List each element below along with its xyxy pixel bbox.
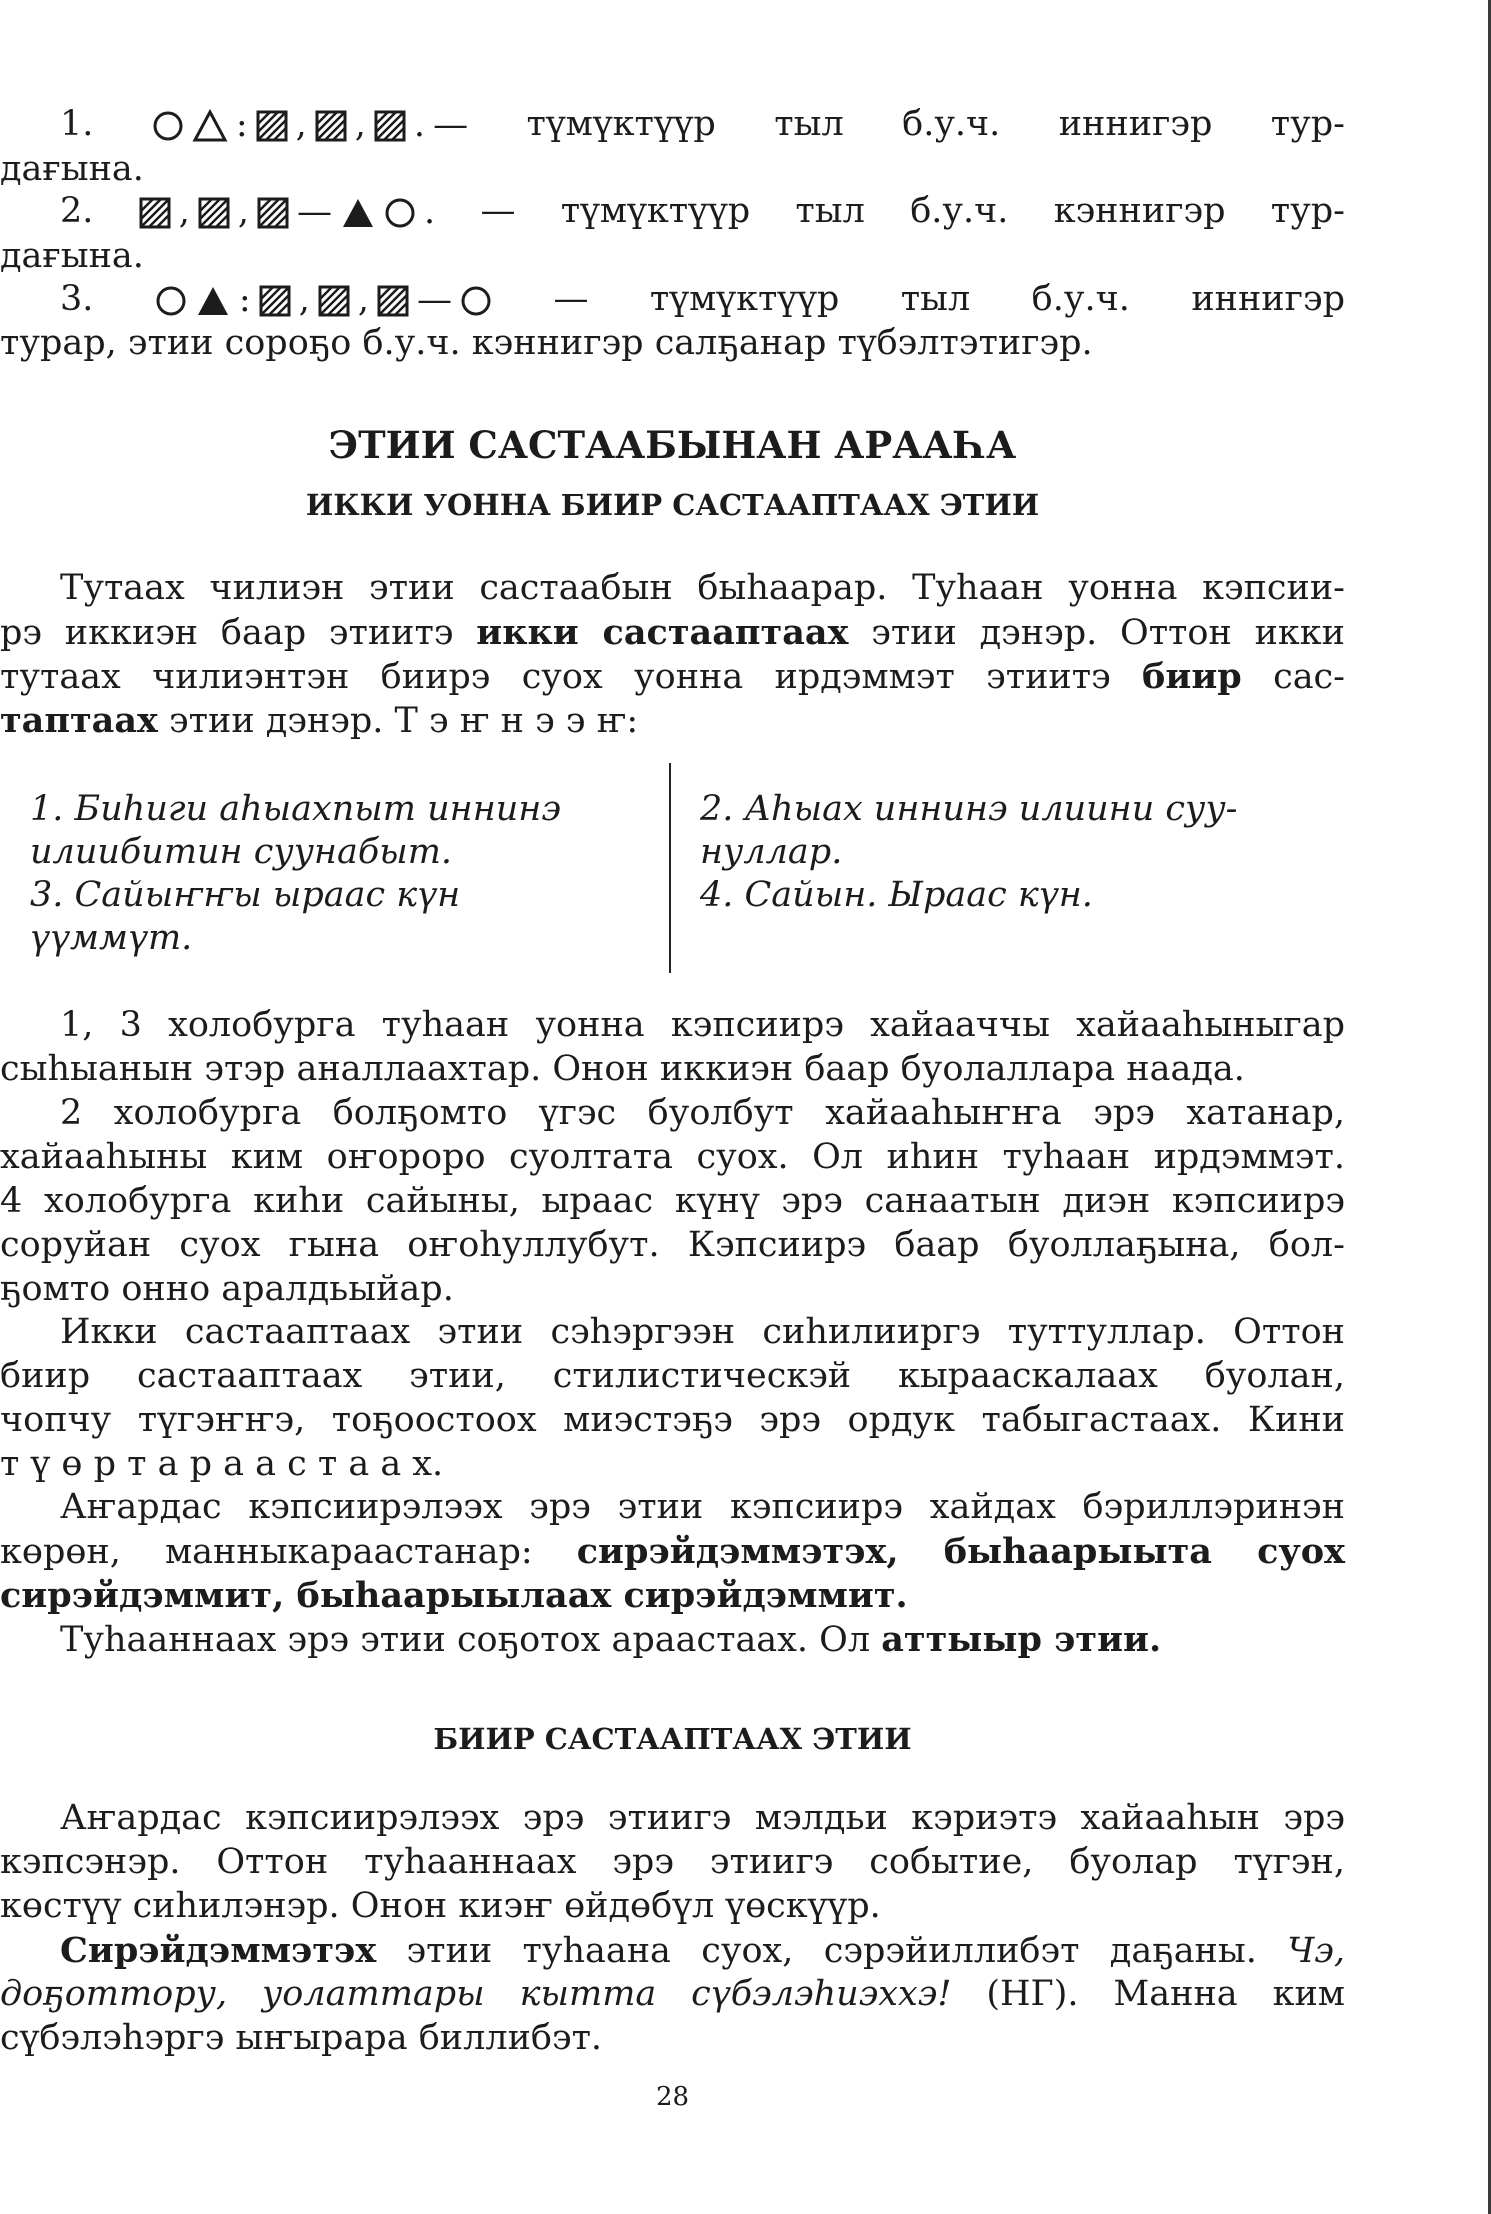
- example-line: нуллар.: [700, 832, 843, 872]
- hatched-square-icon: [259, 285, 291, 317]
- body-line: чопчу түгэҥҥэ, тоҕоостоох миэстэҕэ эрэ ордук табыгастаах. Кини: [0, 1400, 1345, 1440]
- rule-3-text: — түмүктүүр тыл б.у.ч. иннигэр: [553, 279, 1345, 319]
- circle-icon: [152, 110, 184, 142]
- intro-text: тутаах чилиэнтэн биирэ суох уонна ирдэммэт этиитэ: [0, 657, 1143, 697]
- rule-3-line: [0, 278, 1345, 322]
- body-line: соруйан суох гына оҥоһуллубут. Кэпсиирэ баар буоллаҕына, бол-: [0, 1225, 1345, 1265]
- body2-line: Аҥардас кэпсиирэлээх эрэ этиигэ мэлдьи кэриэтэ хайааһын эрэ: [60, 1798, 1345, 1838]
- body-line: хайааһыны ким оҥороро суолтата суох. Ол иһин туһаан ирдэммэт.: [0, 1137, 1345, 1177]
- term-types: сирэйдэммэтэх, быһаарыыта суох: [576, 1531, 1345, 1572]
- rule-2-symbols: , , — .: [139, 191, 435, 234]
- body-line: т ү ө р т а р а а с т а а х.: [0, 1444, 444, 1484]
- intro-text: этии дэнэр.: [157, 701, 395, 741]
- hatched-square-icon: [139, 197, 171, 229]
- body2-line: кэпсэнэр. Оттон туһааннаах эрэ этиигэ событие, буолар түгэн,: [0, 1842, 1345, 1882]
- intro-line-1: Тутаах чилиэн этии састаабын быһаарар. Туһаан уонна кэпсии-: [60, 568, 1345, 608]
- body-text: (НГ). Манна ким: [951, 1974, 1345, 2014]
- hatched-square-icon: [257, 197, 289, 229]
- term-naming: аттыыр этии.: [881, 1619, 1162, 1660]
- example-line: 4. Сайын. Ыраас күн.: [700, 875, 1093, 915]
- term-one-part: биир: [1142, 656, 1242, 697]
- hatched-square-icon: [374, 110, 406, 142]
- hatched-square-icon: [256, 110, 288, 142]
- body-text: Туһааннаах эрэ этии соҕотох араастаах. Ол: [60, 1620, 882, 1660]
- filled-triangle-icon: [195, 284, 231, 318]
- rule-3-symbols: : , , —: [155, 279, 492, 322]
- circle-icon: [155, 285, 187, 317]
- term-impersonal: Сирэйдэммэтэх: [60, 1930, 377, 1971]
- body-line: сыһыанын этэр аналлаахтар. Онон иккиэн баар буолаллара наада.: [0, 1049, 1245, 1089]
- term-one-part: таптаах: [0, 700, 158, 741]
- rule-1-text: түмүктүүр тыл б.у.ч. иннигэр тур-: [526, 104, 1345, 144]
- circle-icon: [384, 197, 416, 229]
- rule-3-dash: —: [416, 280, 452, 320]
- rule-3-continuation: турар, этии сороҕо б.у.ч. кэннигэр салҕанар түбэлтэтигэр.: [0, 323, 1093, 363]
- compare-label: Т э ҥ н э э ҥ:: [394, 701, 639, 741]
- rule-2-text: — түмүктүүр тыл б.у.ч. кэннигэр тур-: [480, 191, 1345, 231]
- body-text: этии туһаана суох, сэрэйиллибэт даҕаны.: [376, 1931, 1288, 1971]
- rule-1-colon: :: [235, 105, 248, 145]
- triangle-icon: [192, 109, 228, 143]
- body-line: 1, 3 холобурга туһаан уонна кэпсиирэ хайааччы хайааһыныгар: [60, 1005, 1345, 1045]
- body2-line: көстүү сиһилэнэр. Онон киэҥ өйдөбүл үөскүүр.: [0, 1886, 881, 1926]
- subsection-title: ИККИ УОННА БИИР САСТААПТААХ ЭТИИ: [305, 488, 1040, 522]
- term-two-part: икки састааптаах: [476, 612, 849, 653]
- body-line: 2 холобурга болҕомто үгэс буолбут хайааһыҥҥа эрэ хатанар,: [60, 1093, 1345, 1133]
- rule-3-number: 3.: [60, 279, 94, 319]
- body-line: [0, 1618, 1345, 1662]
- body-line: сирэйдэммит, быһаарыылаах сирэйдэммит.: [0, 1575, 908, 1616]
- rule-1-symbols: : , , . —: [152, 104, 468, 147]
- intro-text: рэ иккиэн баар этиитэ: [0, 613, 477, 653]
- rule-1-number: 1.: [60, 104, 94, 144]
- body2-line: [0, 1973, 1345, 2016]
- section2-title: БИИР САСТААПТААХ ЭТИИ: [433, 1722, 912, 1756]
- intro-text: сас-: [1241, 657, 1345, 697]
- body-line: ҕомто онно аралдьыйар.: [0, 1269, 454, 1309]
- intro-line-4: [0, 699, 1345, 743]
- example-quote: Чэ,: [1287, 1931, 1345, 1971]
- page-number: 28: [655, 2082, 690, 2112]
- rule-3-colon: :: [238, 280, 251, 320]
- intro-text: этии дэнэр. Оттон икки: [848, 613, 1346, 653]
- intro-line-3: [0, 655, 1345, 699]
- body-line: 4 холобурга киһи сайыны, ыраас күнү эрэ санаатын диэн кэпсиирэ: [0, 1181, 1345, 1221]
- hatched-square-icon: [377, 285, 409, 317]
- rule-2-number: 2.: [60, 191, 94, 231]
- hatched-square-icon: [315, 110, 347, 142]
- body2-line: [0, 1929, 1345, 1973]
- rule-2-dash: —: [297, 192, 333, 232]
- rule-1-dash: —: [433, 105, 469, 145]
- rule-1-line: [0, 103, 1345, 147]
- example-line: илиибитин суунабыт.: [30, 832, 453, 872]
- rule-1-continuation: дағына.: [0, 149, 144, 189]
- hatched-square-icon: [198, 197, 230, 229]
- body2-line: сүбэлэһэргэ ыҥырара биллибэт.: [0, 2018, 603, 2058]
- example-line: 1. Биһиги аһыахпыт иннинэ: [30, 789, 561, 829]
- examples-right: [700, 788, 1237, 917]
- body-line: Аҥардас кэпсиирэлээх эрэ этии кэпсиирэ хайдах бэриллэринэн: [60, 1487, 1345, 1527]
- rule-2-continuation: дағына.: [0, 236, 144, 276]
- examples-left: [30, 788, 561, 960]
- body-line: биир састааптаах этии, стилистическэй кырааскалаах буолан,: [0, 1356, 1345, 1396]
- example-quote: доҕоттору, уолаттары кытта сүбэлэһиэххэ!: [0, 1974, 952, 2014]
- example-line: 2. Аһыах иннинэ илиини суу-: [700, 789, 1238, 829]
- body-line: Икки састааптаах этии сэһэргээн сиһилииргэ туттуллар. Оттон: [60, 1312, 1345, 1352]
- body-line: [0, 1530, 1345, 1574]
- body-text: көрөн, манныкараастанар:: [0, 1532, 577, 1572]
- intro-line-2: [0, 611, 1345, 655]
- column-divider: [669, 763, 671, 973]
- hatched-square-icon: [318, 285, 350, 317]
- filled-triangle-icon: [340, 196, 376, 230]
- section-title: ЭТИИ САСТААБЫНАН АРААҺА: [328, 423, 1017, 467]
- example-line: 3. Сайыҥҥы ыраас күн: [30, 875, 461, 915]
- example-line: үүммүт.: [30, 918, 193, 958]
- rule-2-line: [0, 190, 1345, 234]
- circle-icon: [460, 285, 492, 317]
